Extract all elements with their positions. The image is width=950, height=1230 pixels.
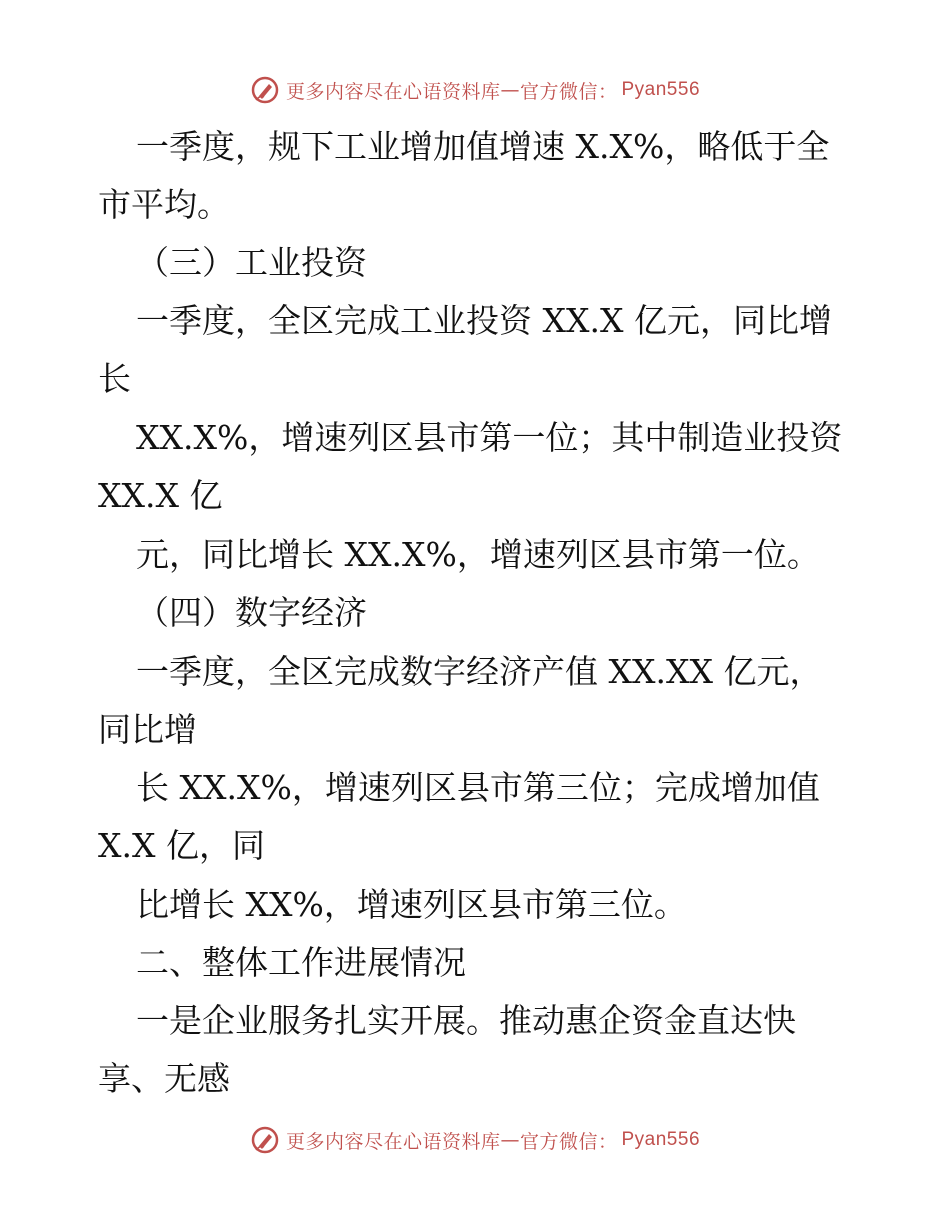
- paragraph-line: 同比增: [98, 710, 197, 749]
- paragraph-line: X.X 亿，同: [98, 826, 265, 865]
- watermark-id: Pyan556: [621, 1129, 701, 1150]
- watermark-id: Pyan556: [621, 79, 701, 100]
- paragraph-line: 一季度，规下工业增加值增速 X.X%，略低于全: [136, 127, 830, 166]
- paragraph-line: 市平均。: [98, 185, 230, 224]
- paragraph-line: 元，同比增长 XX.X%，增速列区县市第一位。: [136, 535, 820, 574]
- watermark-header: [0, 70, 950, 110]
- watermark-text: 更多内容尽在心语资料库: [285, 80, 501, 103]
- watermark-dash: —: [500, 79, 520, 101]
- section-heading: （三）工业投资: [136, 243, 367, 282]
- paragraph-line: 一季度，全区完成数字经济产值 XX.XX 亿元，: [136, 652, 823, 691]
- section-heading: 二、整体工作进展情况: [136, 943, 466, 982]
- paragraph-line: XX.X 亿: [98, 476, 223, 515]
- paragraph-line: 比增长 XX%，增速列区县市第三位。: [136, 885, 687, 924]
- paragraph-line: 长: [98, 359, 131, 398]
- paragraph-line: 一是企业服务扎实开展。推动惠企资金直达快: [136, 1001, 796, 1040]
- section-heading: （四）数字经济: [136, 593, 367, 632]
- watermark-dash: —: [500, 1129, 520, 1151]
- watermark-text: 更多内容尽在心语资料库: [285, 1130, 501, 1153]
- pen-logo-icon: [250, 1125, 280, 1155]
- watermark-footer: [0, 1120, 950, 1160]
- watermark-label: 官方微信：: [519, 1130, 618, 1153]
- pen-logo-icon: [250, 75, 280, 105]
- paragraph-line: 一季度，全区完成工业投资 XX.X 亿元，同比增: [136, 301, 832, 340]
- watermark-label: 官方微信：: [519, 80, 618, 103]
- paragraph-line: 享、无感: [98, 1059, 230, 1098]
- paragraph-line: 长 XX.X%，增速列区县市第三位；完成增加值: [136, 768, 820, 807]
- paragraph-line: XX.X%，增速列区县市第一位；其中制造业投资: [136, 418, 843, 457]
